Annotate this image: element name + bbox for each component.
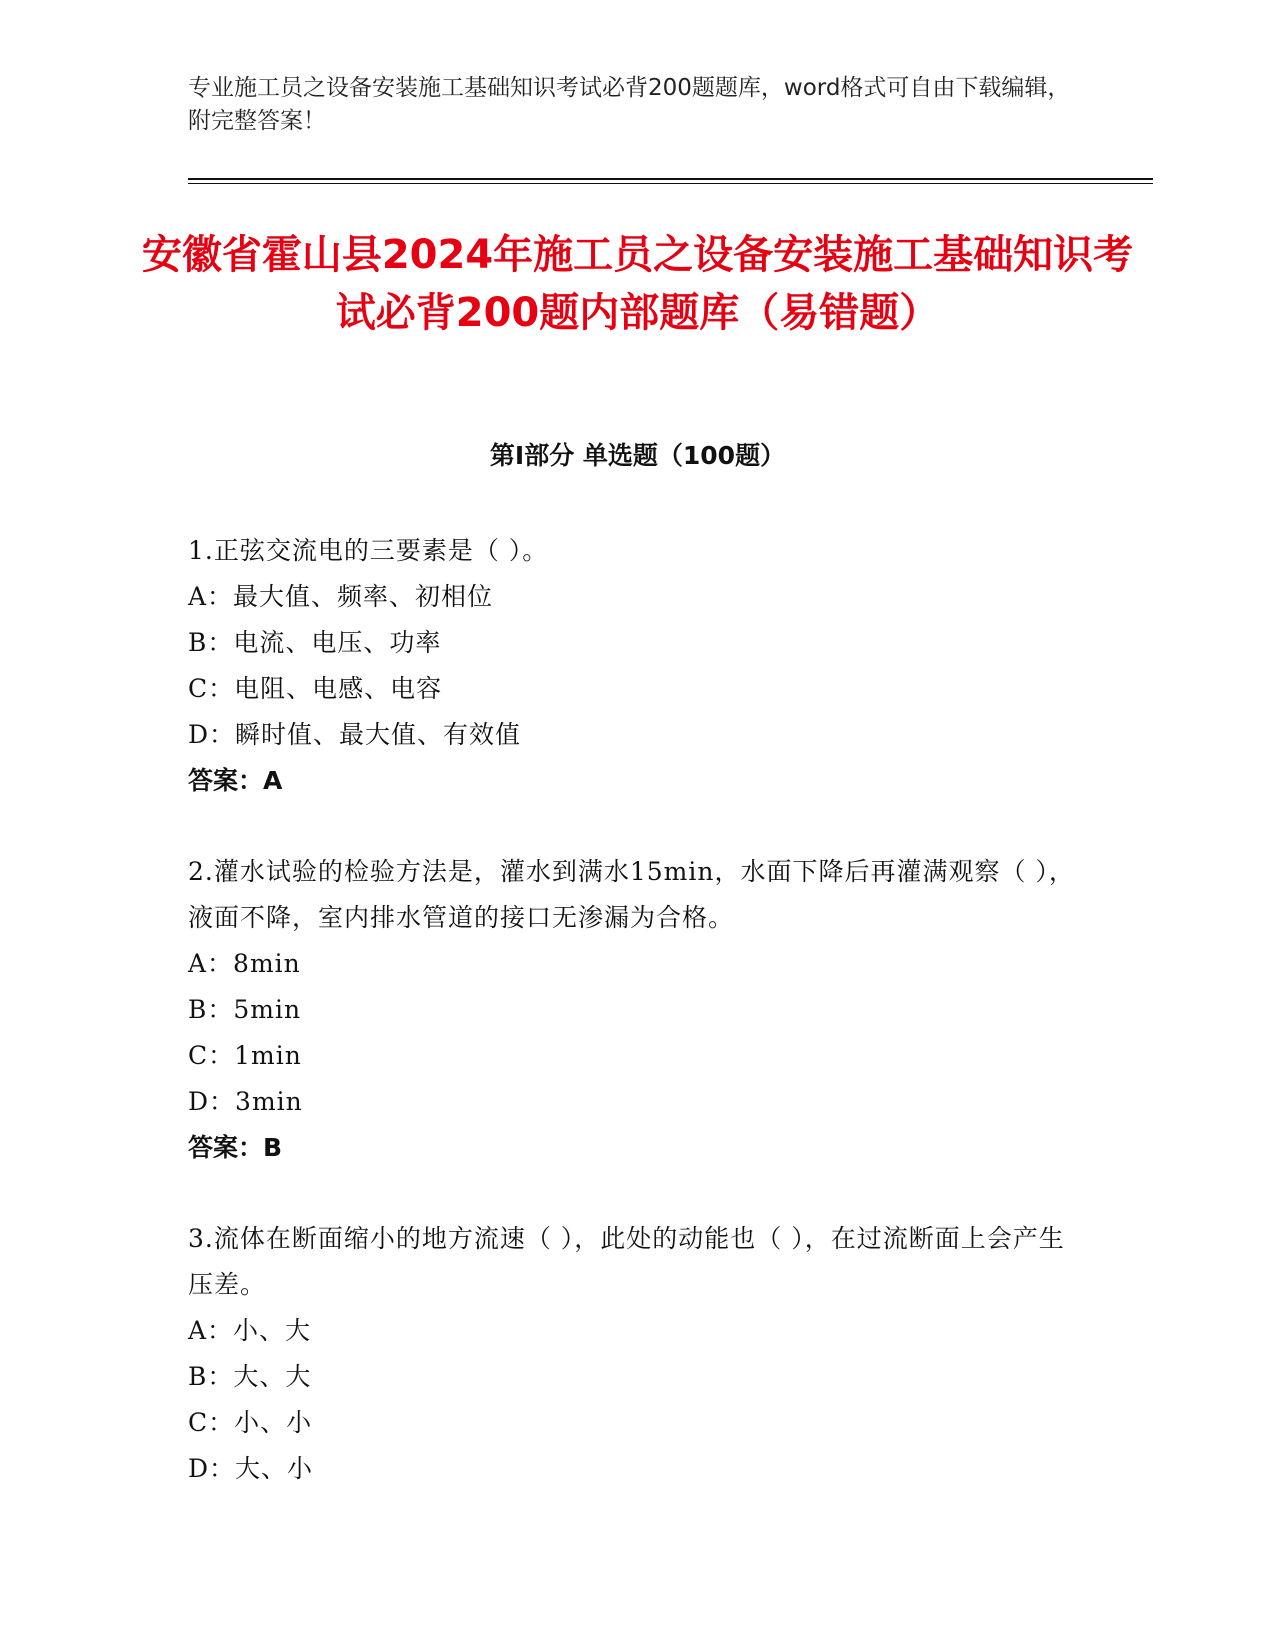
question-stem: 3.流体在断面缩小的地方流速（ ），此处的动能也（ ），在过流断面上会产生压差。 xyxy=(188,1224,1065,1299)
option-b: B：大、大 xyxy=(188,1362,312,1391)
answer-label: 答案：B xyxy=(188,1133,283,1162)
section-title: 第Ⅰ部分 单选题（100题） xyxy=(489,441,786,470)
option-c: C：1min xyxy=(188,1041,302,1070)
question-stem: 1.正弦交流电的三要素是（ ）。 xyxy=(188,536,549,565)
option-b: B：电流、电压、功率 xyxy=(188,628,442,657)
question-stem: 2.灌水试验的检验方法是，灌水到满水15min，水面下降后再灌满观察（ ），液面不降，室内排水管道的接口无渗漏为合格。 xyxy=(188,857,1075,932)
option-a: A：小、大 xyxy=(188,1316,312,1345)
option-a: A：最大值、频率、初相位 xyxy=(188,582,494,611)
option-d: D：3min xyxy=(188,1087,303,1116)
option-a: A：8min xyxy=(188,949,301,978)
option-d: D：瞬时值、最大值、有效值 xyxy=(188,720,522,749)
header-divider xyxy=(188,178,1153,180)
header-note: 专业施工员之设备安装施工基础知识考试必背200题题库，word格式可自由下载编辑，附完整答案！ xyxy=(188,75,1071,134)
option-d: D：大、小 xyxy=(188,1454,314,1483)
question-item xyxy=(188,849,1088,1171)
header-divider-thin xyxy=(188,183,1153,184)
answer-label: 答案：A xyxy=(188,766,283,795)
question-item xyxy=(188,528,1088,804)
option-c: C：电阻、电感、电容 xyxy=(188,674,443,703)
question-list xyxy=(188,528,1088,1537)
document-title: 安徽省霍山县2024年施工员之设备安装施工基础知识考试必背200题内部题库（易错题） xyxy=(141,232,1134,336)
option-c: C：小、小 xyxy=(188,1408,313,1437)
option-b: B：5min xyxy=(188,995,302,1024)
question-item xyxy=(188,1216,1088,1492)
